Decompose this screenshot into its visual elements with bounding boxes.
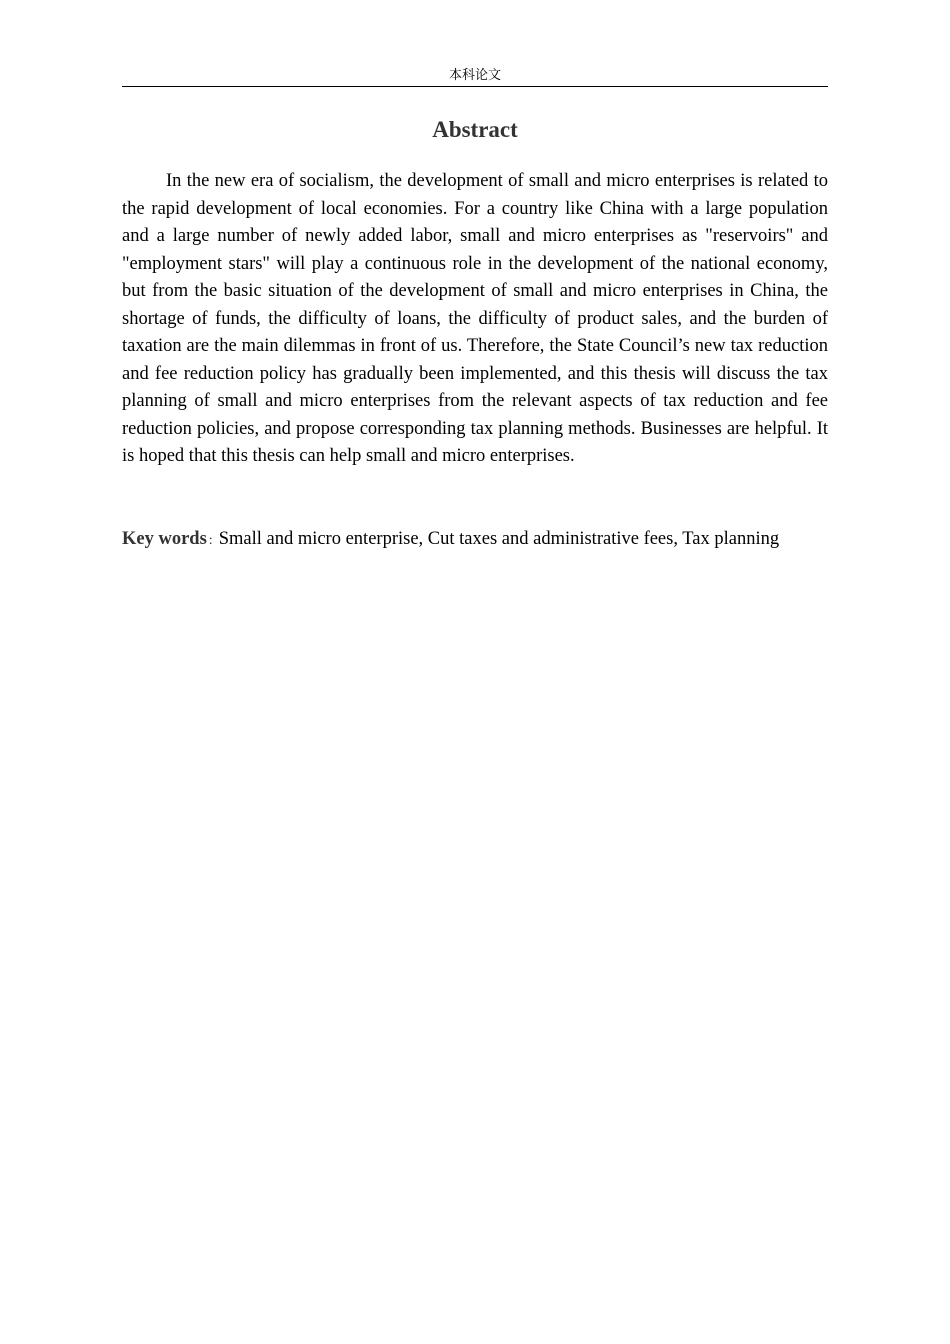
abstract-title: Abstract [432, 117, 518, 142]
running-header: 本科论文 [448, 68, 501, 83]
keywords-value: Small and micro enterprise, Cut taxes and administrative fees, Tax planning [218, 529, 780, 549]
header-divider [122, 86, 828, 87]
abstract-body: In the new era of socialism, the development of small and micro enterprises is related to the rapid development of local economies. For a country like China with a large population and a large number of newly added labor, small and micro enterprises as "reservoirs" and "employment stars" will play a continuous role in the development of the national economy, but from the basic situation of the development of small and micro enterprises in China, the shortage of funds, the difficulty of loans, the difficulty of product sales, and the burden of taxation are the main dilemmas in front of us. Therefore, the State Council’s new tax reduction and fee reduction policy has gradually been implemented, and this thesis will discuss the tax planning of small and micro enterprises from the relevant aspects of tax reduction and fee reduction policies, and propose corresponding tax planning methods. Businesses are helpful. It is hoped that this thesis can help small and micro enterprises. [122, 171, 828, 466]
keywords-label: Key words [122, 529, 207, 549]
keywords-line [122, 526, 828, 554]
keywords-separator: : [208, 533, 213, 548]
